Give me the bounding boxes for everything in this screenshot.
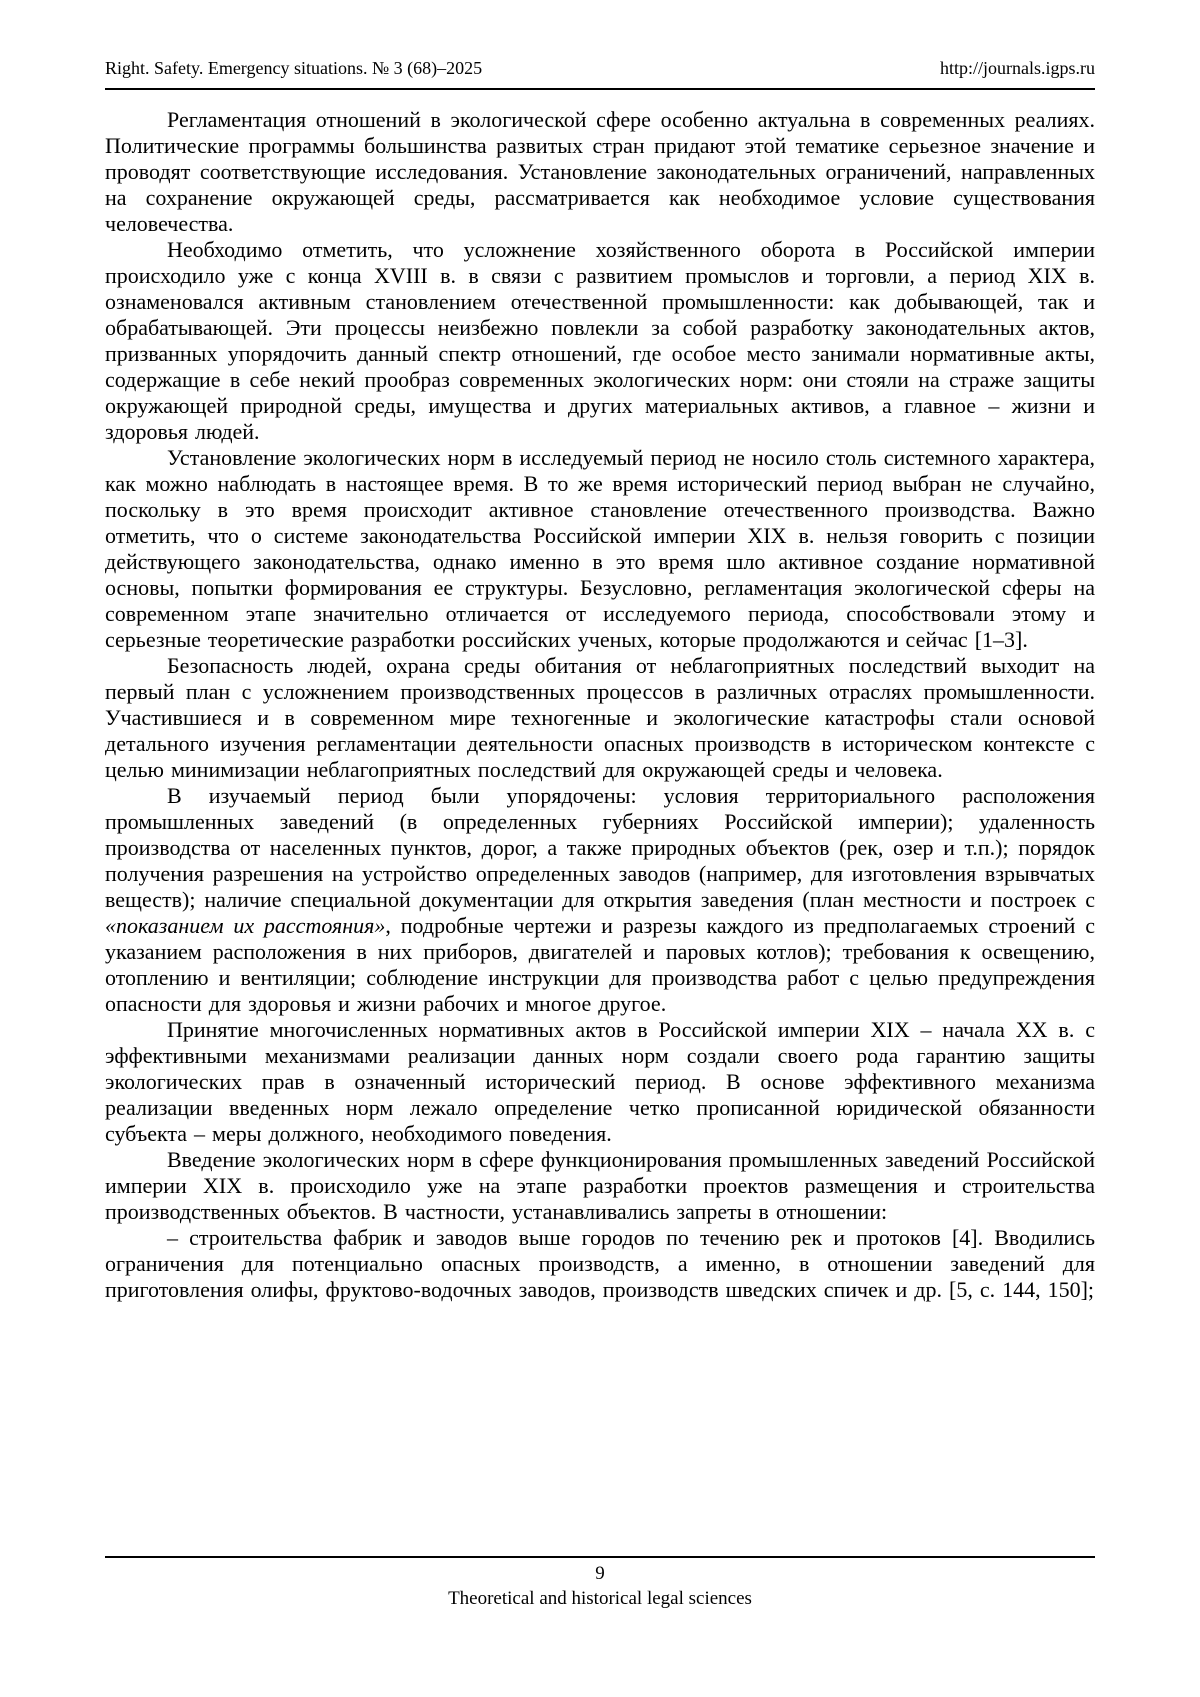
page-footer [105,1556,1095,1610]
running-header [105,58,1095,90]
paragraph-text: Необходимо отметить, что усложнение хозяйственного оборота в Российской империи происходило уже с конца XVIII в. в связи с развитием промыслов и торговли, а период XIX в. ознаменовался активным становлением отечественной промышленности: как добывающей, так и обрабатывающей. Эти процессы неизбежно повлекли за собой разработку законодательных актов, призванных упорядочить данный спектр отношений, где особое место занимали нормативные акты, содержащие в себе некий прообраз современных экологических норм: они стояли на страже защиты окружающей природной среды, имущества и других материальных активов, а главное – жизни и здоровья людей. [105,237,1095,444]
paragraph-8 [105,1225,1095,1303]
italic-quote: «показанием их расстояния» [105,913,386,938]
paragraph-2 [105,237,1095,445]
paragraph-text: Регламентация отношений в экологической сфере особенно актуальна в современных реалиях. Политические программы большинства развитых стран придают этой тематике серьезное значение и проводят соответствующие исследования. Установление законодательных ограничений, направленных на сохранение окружающей среды, рассматривается как необходимое условие существования человечества. [105,107,1095,236]
paragraph-text: Введение экологических норм в сфере функционирования промышленных заведений Российской империи XIX в. происходило уже на этапе разработки проектов размещения и строительства производственных объектов. В частности, устанавливались запреты в отношении: [105,1147,1095,1224]
paragraph-4 [105,653,1095,783]
journal-title: Right. Safety. Emergency situations. № 3 (68)–2025 [105,58,483,78]
paragraph-text: В изучаемый период были упорядочены: условия территориального расположения промышленных заведений (в определенных губерниях Российской империи); удаленность производства от населенных пунктов, дорог, а также природных объектов (рек, озер и т.п.); порядок получения разрешения на устройство определенных заводов (например, для изготовления взрывчатых веществ); наличие специальной документации для открытия заведения (план местности и построек с [105,783,1095,912]
page-number: 9 [595,1563,605,1584]
paragraph-1 [105,107,1095,237]
paragraph-7 [105,1147,1095,1225]
paragraph-text: , подробные чертежи и разрезы каждого из предполагаемых строений с указанием расположения в них приборов, двигателей и паровых котлов); требования к освещению, отоплению и вентиляции; соблюдение инструкции для производства работ с целью предупреждения опасности для здоровья и жизни рабочих и многое другое. [105,913,1095,1016]
paragraph-6 [105,1017,1095,1147]
footer-section-title: Theoretical and historical legal sciences [448,1588,752,1609]
paragraph-3 [105,445,1095,653]
paragraph-text: Безопасность людей, охрана среды обитания от неблагоприятных последствий выходит на первый план с усложнением производственных процессов в различных отраслях промышленности. Участившиеся и в современном мире техногенные и экологические катастрофы стали основой детального изучения регламентации деятельности опасных производств в историческом контексте с целью минимизации неблагоприятных последствий для окружающей среды и человека. [105,653,1095,782]
paragraph-text: Принятие многочисленных нормативных актов в Российской империи XIX – начала XX в. с эффективными механизмами реализации данных норм создали своего рода гарантию защиты экологических прав в означенный исторический период. В основе эффективного механизма реализации введенных норм лежало определение четко прописанной юридической обязанности субъекта – меры должного, необходимого поведения. [105,1017,1095,1146]
article-body [105,107,1095,1303]
paragraph-text: Установление экологических норм в исследуемый период не носило столь системного характера, как можно наблюдать в настоящее время. В то же время исторический период выбран не случайно, поскольку в это время происходит активное становление отечественного производства. Важно отметить, что о системе законодательства Российской империи XIX в. нельзя говорить с позиции действующего законодательства, однако именно в это время шло активное создание нормативной основы, попытки формирования ее структуры. Безусловно, регламентация экологической сферы на современном этапе значительно отличается от исследуемого периода, способствовали этому и серьезные теоретические разработки российских ученых, которые продолжаются и сейчас [1–3]. [105,445,1095,652]
paragraph-text: – строительства фабрик и заводов выше городов по течению рек и протоков [4]. Вводились ограничения для потенциально опасных производств, а именно, в отношении заведений для приготовления олифы, фруктово-водочных заводов, производств шведских спичек и др. [5, с. 144, 150]; [105,1225,1095,1302]
journal-url: http://journals.igps.ru [940,58,1095,78]
paragraph-5 [105,783,1095,1017]
